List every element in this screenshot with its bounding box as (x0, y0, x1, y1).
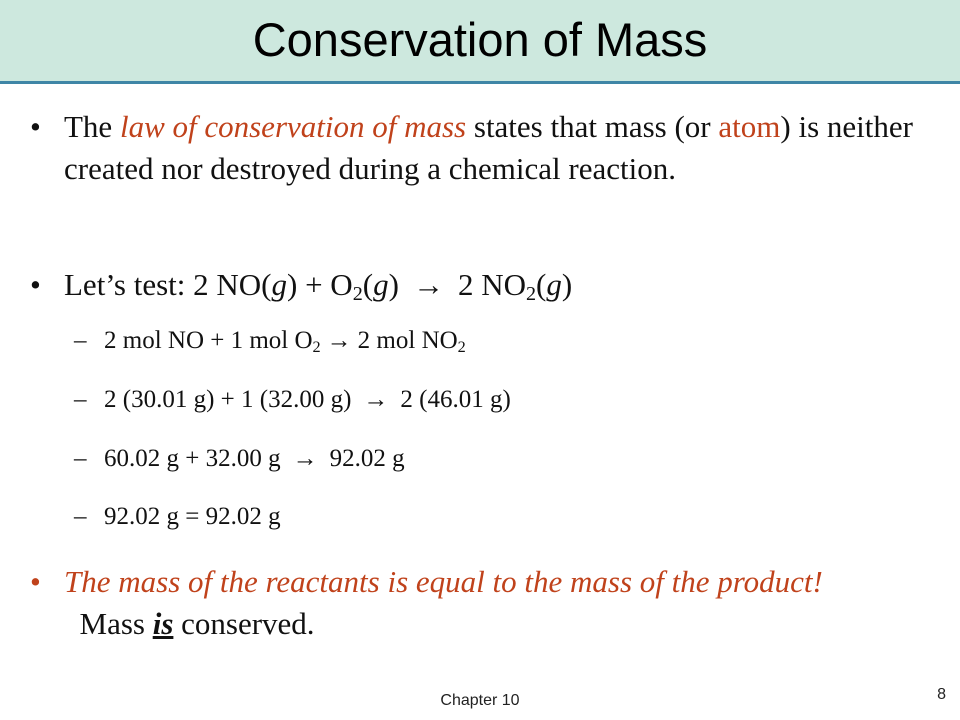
dash-marker: – (74, 503, 87, 530)
eq-prefix: Let’s test: 2 NO( (64, 267, 272, 302)
step1-sub2: 2 (457, 338, 466, 357)
step2-right: 2 (46.01 g) (400, 386, 511, 413)
step1-left: 2 mol NO + 1 mol O (104, 327, 313, 354)
conclusion-is: is (152, 606, 174, 641)
step2-arrow: → (363, 386, 389, 413)
step4-text: 92.02 g = 92.02 g (104, 503, 281, 530)
step1-arrow: → (326, 327, 352, 354)
dash-marker: – (74, 386, 87, 413)
bullet-marker: • (30, 109, 41, 144)
step-equal (74, 500, 884, 534)
eq-gas-1: g (271, 267, 287, 302)
step-grams (74, 383, 884, 417)
eq-mid-6: ) (561, 267, 573, 302)
eq-mid-1: ) + O (287, 267, 353, 302)
eq-gas-2: g (373, 267, 389, 302)
eq-sub-1: 2 (352, 283, 363, 306)
step1-right: 2 mol NO (357, 327, 458, 354)
page-number: 8 (937, 686, 946, 703)
dash-marker: – (74, 445, 87, 472)
step-mol (74, 324, 884, 358)
atom-term: atom (718, 109, 781, 144)
eq-mid-2: ( (362, 267, 374, 302)
footer-chapter: Chapter 10 (440, 692, 520, 709)
step3-left: 60.02 g + 32.00 g (104, 445, 281, 472)
conclusion-italic: The mass of the reactants is equal to the mass of the product! (64, 564, 823, 599)
eq-mid-5: ( (536, 267, 547, 302)
step3-arrow: → (292, 445, 318, 472)
bullet-marker: • (30, 564, 41, 599)
dash-marker: – (74, 327, 87, 354)
conclusion-text-b: conserved. (173, 606, 315, 641)
bullet1-text-a: The (64, 109, 120, 144)
bullet1-text-c: ) is neither created nor destroyed during a chemical reaction. (64, 109, 913, 186)
bullet1-text-b: states that mass (or (466, 109, 719, 144)
eq-sub-2: 2 (525, 283, 537, 306)
eq-mid-4: 2 NO (457, 267, 526, 302)
step3-right: 92.02 g (329, 445, 405, 472)
law-term: law of conservation of mass (119, 109, 467, 144)
step1-sub: 2 (312, 338, 321, 357)
eq-arrow: → (412, 267, 444, 302)
bullet-marker: • (30, 267, 41, 302)
bullet-law-definition (30, 106, 914, 190)
step2-left: 2 (30.01 g) + 1 (32.00 g) (104, 386, 352, 413)
bullet-conclusion (30, 561, 914, 645)
bullet-test-equation (30, 264, 914, 306)
eq-mid-3: ) (388, 267, 399, 302)
step-sum (74, 442, 884, 476)
eq-gas-3: g (546, 267, 562, 302)
slide-title: Conservation of Mass (252, 13, 708, 66)
conclusion-text-a: Mass (64, 606, 153, 641)
